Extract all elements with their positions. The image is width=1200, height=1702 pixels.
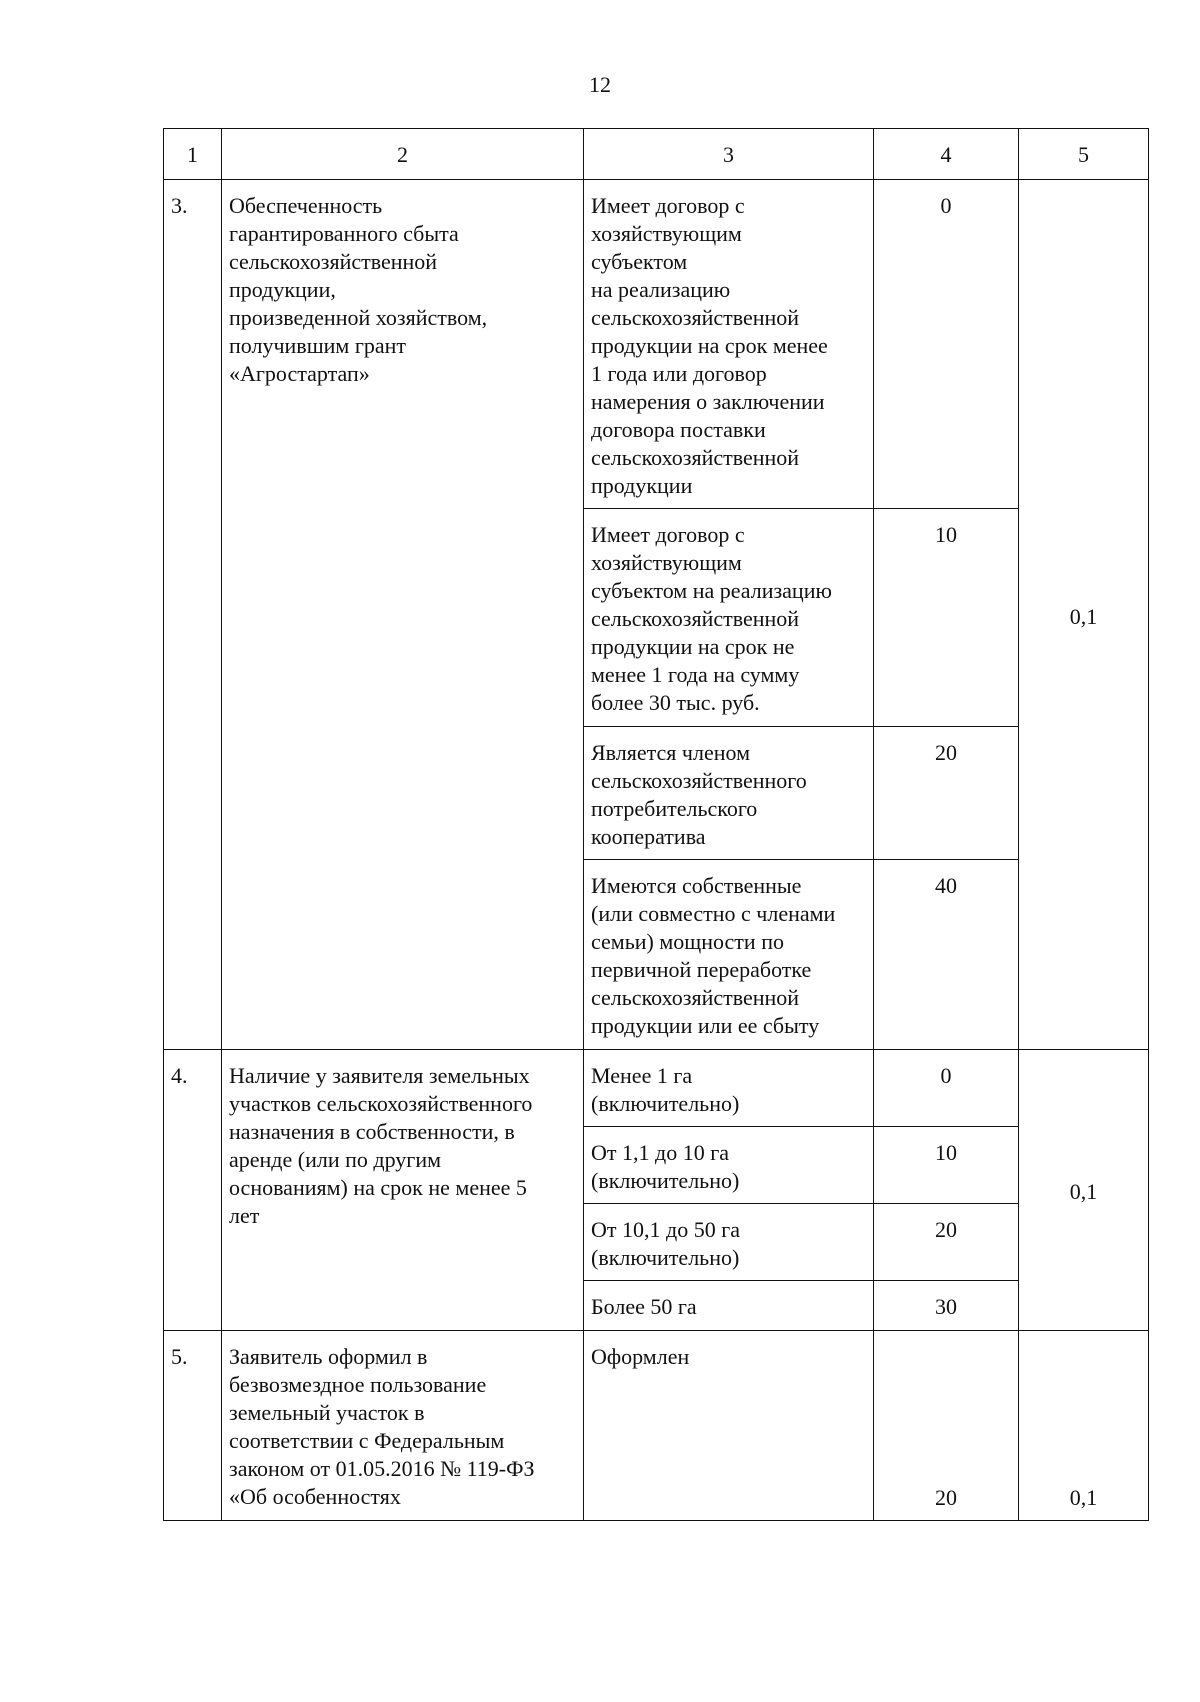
option-line: Является членом bbox=[591, 740, 750, 765]
option-line: сельскохозяйственного bbox=[591, 768, 807, 793]
option-cell bbox=[584, 1281, 874, 1331]
row-number: 4. bbox=[164, 1050, 222, 1331]
option-line: первичной переработке bbox=[591, 957, 812, 982]
criterion-line: законом от 01.05.2016 № 119-ФЗ bbox=[229, 1456, 535, 1481]
score-cell: 10 bbox=[874, 1127, 1019, 1204]
option-line: сельскохозяйственной bbox=[591, 445, 800, 470]
score-cell: 0 bbox=[874, 1050, 1019, 1127]
column-header: 3 bbox=[584, 129, 874, 180]
option-line: на реализацию bbox=[591, 277, 731, 302]
option-cell bbox=[584, 509, 874, 727]
score-cell: 0 bbox=[874, 180, 1019, 509]
criterion-line: Наличие у заявителя земельных bbox=[229, 1063, 530, 1088]
page-number: 12 bbox=[589, 72, 611, 97]
option-line: субъектом bbox=[591, 249, 688, 274]
option-line: продукции на срок менее bbox=[591, 333, 828, 358]
option-line: Имеются собственные bbox=[591, 873, 802, 898]
option-line: сельскохозяйственной bbox=[591, 305, 800, 330]
option-cell bbox=[584, 1050, 874, 1127]
option-cell bbox=[584, 1127, 874, 1204]
criterion-line: гарантированного сбыта bbox=[229, 221, 459, 246]
option-line: Оформлен bbox=[591, 1344, 690, 1369]
option-line: более 30 тыс. руб. bbox=[591, 690, 760, 715]
option-line: продукции на срок не bbox=[591, 634, 795, 659]
option-line: (включительно) bbox=[591, 1245, 740, 1270]
criterion-line: получившим грант bbox=[229, 333, 406, 358]
option-line: 1 года или договор bbox=[591, 361, 767, 386]
criterion-line: продукции, bbox=[229, 277, 336, 302]
option-line: сельскохозяйственной bbox=[591, 606, 800, 631]
score-cell: 10 bbox=[874, 509, 1019, 727]
option-cell bbox=[584, 1331, 874, 1521]
score-cell: 20 bbox=[874, 727, 1019, 860]
criterion-line: аренде (или по другим bbox=[229, 1147, 442, 1172]
criterion-line: Заявитель оформил в bbox=[229, 1344, 428, 1369]
column-header: 5 bbox=[1019, 129, 1149, 180]
option-line: потребительского bbox=[591, 796, 758, 821]
criterion-line: «Агростартап» bbox=[229, 361, 370, 386]
option-line: менее 1 года на сумму bbox=[591, 662, 800, 687]
option-line: Менее 1 га bbox=[591, 1063, 693, 1088]
criterion-cell bbox=[222, 1331, 584, 1521]
table-row bbox=[164, 180, 1149, 509]
option-line: кооператива bbox=[591, 824, 706, 849]
option-line: семьи) мощности по bbox=[591, 929, 784, 954]
criteria-table bbox=[163, 128, 1149, 1521]
table-header-row bbox=[164, 129, 1149, 180]
option-line: От 10,1 до 50 га bbox=[591, 1217, 740, 1242]
score-cell: 20 bbox=[874, 1331, 1019, 1521]
option-cell bbox=[584, 860, 874, 1050]
option-cell bbox=[584, 1204, 874, 1281]
option-cell bbox=[584, 180, 874, 509]
criterion-line: Обеспеченность bbox=[229, 193, 383, 218]
option-cell bbox=[584, 727, 874, 860]
score-cell: 40 bbox=[874, 860, 1019, 1050]
option-line: Имеет договор с bbox=[591, 193, 745, 218]
option-line: Имеет договор с bbox=[591, 522, 745, 547]
weight-cell: 0,1 bbox=[1019, 180, 1149, 1050]
criterion-line: произведенной хозяйством, bbox=[229, 305, 488, 330]
table-row bbox=[164, 1050, 1149, 1127]
option-line: продукции bbox=[591, 473, 693, 498]
option-line: хозяйствующим bbox=[591, 221, 742, 246]
score-cell: 30 bbox=[874, 1281, 1019, 1331]
criterion-line: безвозмездное пользование bbox=[229, 1372, 487, 1397]
column-header: 4 bbox=[874, 129, 1019, 180]
option-line: сельскохозяйственной bbox=[591, 985, 800, 1010]
option-line: намерения о заключении bbox=[591, 389, 825, 414]
option-line: (или совместно с членами bbox=[591, 901, 836, 926]
option-line: Более 50 га bbox=[591, 1294, 697, 1319]
option-line: (включительно) bbox=[591, 1168, 740, 1193]
criterion-line: «Об особенностях bbox=[229, 1484, 401, 1509]
criterion-line: назначения в собственности, в bbox=[229, 1119, 515, 1144]
option-line: субъектом на реализацию bbox=[591, 578, 832, 603]
criterion-line: земельный участок в bbox=[229, 1400, 425, 1425]
criterion-line: основаниям) на срок не менее 5 bbox=[229, 1175, 527, 1200]
option-line: продукции или ее сбыту bbox=[591, 1013, 820, 1038]
row-number: 3. bbox=[164, 180, 222, 1050]
criterion-cell bbox=[222, 1050, 584, 1331]
weight-cell: 0,1 bbox=[1019, 1050, 1149, 1331]
score-cell: 20 bbox=[874, 1204, 1019, 1281]
option-line: договора поставки bbox=[591, 417, 766, 442]
criterion-line: участков сельскохозяйственного bbox=[229, 1091, 533, 1116]
weight-cell: 0,1 bbox=[1019, 1331, 1149, 1521]
criterion-line: соответствии с Федеральным bbox=[229, 1428, 505, 1453]
option-line: (включительно) bbox=[591, 1091, 740, 1116]
table-row bbox=[164, 1331, 1149, 1521]
criterion-cell bbox=[222, 180, 584, 1050]
row-number: 5. bbox=[164, 1331, 222, 1521]
column-header: 1 bbox=[164, 129, 222, 180]
criterion-line: сельскохозяйственной bbox=[229, 249, 438, 274]
option-line: От 1,1 до 10 га bbox=[591, 1140, 729, 1165]
criterion-line: лет bbox=[229, 1203, 260, 1228]
option-line: хозяйствующим bbox=[591, 550, 742, 575]
column-header: 2 bbox=[222, 129, 584, 180]
